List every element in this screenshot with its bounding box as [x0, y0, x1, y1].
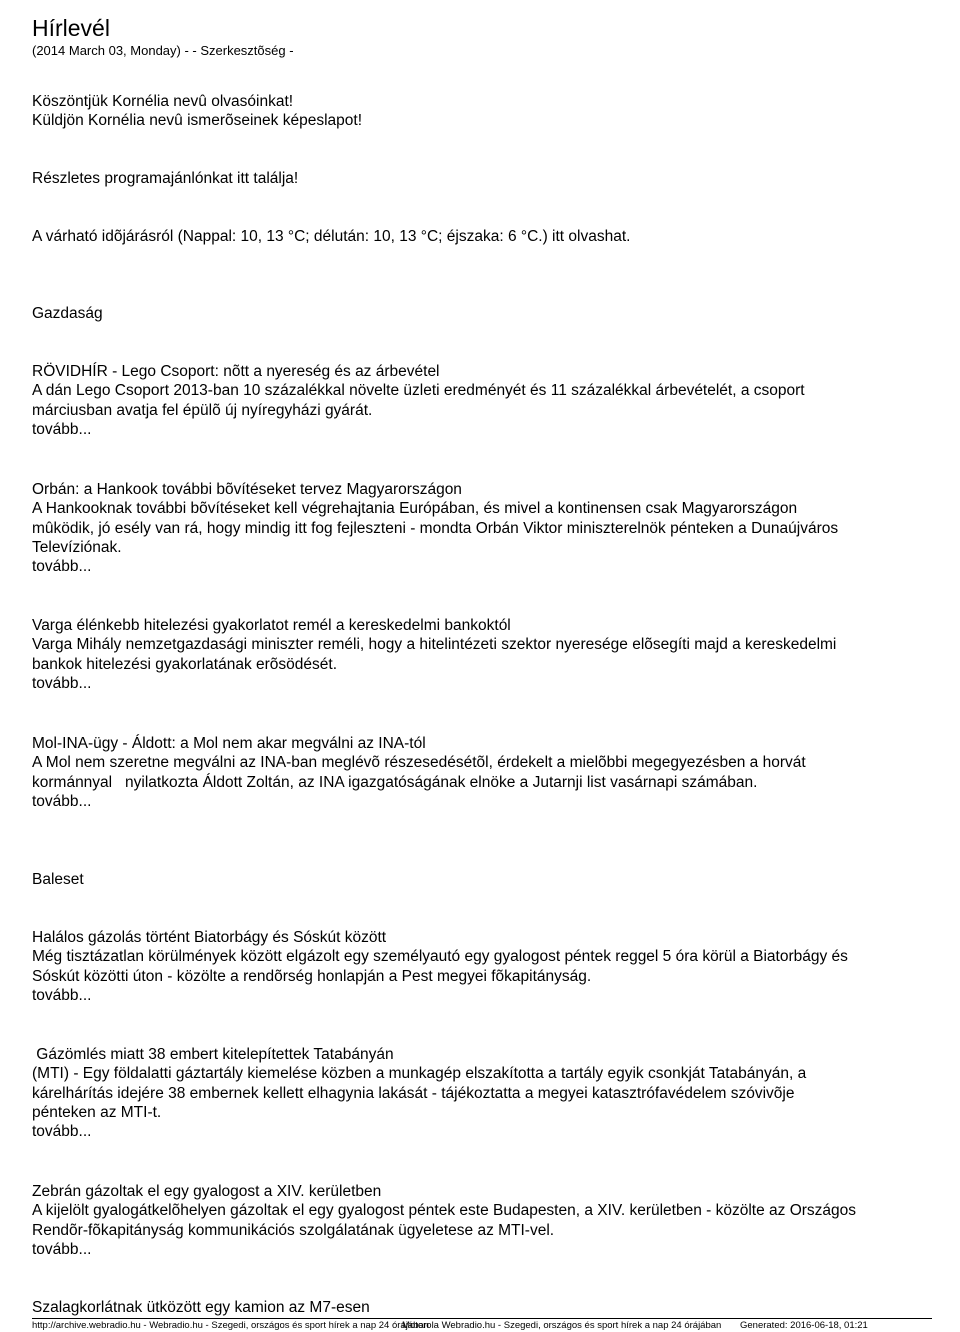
article-text: Sóskút közötti úton - közölte a rendõrség honlapján a Pest megyei fõkapitányság. — [32, 967, 592, 985]
intro-postcard-link[interactable]: Küldjön Kornélia nevû ismerõseinek képeslapot! — [32, 112, 363, 129]
intro-program-link[interactable]: Részletes programajánlónkat itt találja! — [32, 170, 299, 187]
more-link[interactable]: tovább... — [32, 1240, 92, 1258]
footer-page-info: Motorola Webradio.hu - Szegedi, országos és sport hírek a nap 24 órájában — [402, 1320, 722, 1331]
article-text: Varga Mihály nemzetgazdasági miniszter reméli, hogy a hitelintézeti szektor nyeresége elõsegíti majd a kereskedelmi — [32, 636, 837, 654]
article-title[interactable]: Halálos gázolás történt Biatorbágy és Sóskút között — [32, 929, 387, 946]
section-heading-gazdasag: Gazdaság — [32, 305, 103, 322]
article-text: Még tisztázatlan körülmények között elgázolt egy személyautó egy gyalogost péntek reggel 5 óra körül a Biatorbágy és — [32, 948, 848, 966]
footer-source: http://archive.webradio.hu - Webradio.hu - Szegedi, országos és sport hírek a nap 24 órájában — [32, 1320, 429, 1331]
more-link[interactable]: tovább... — [32, 674, 92, 692]
article-text: bankok hitelezési gyakorlatának erõsödését. — [32, 655, 338, 673]
article-text: kormánnyal nyilatkozta Áldott Zoltán, az INA igazgatóságának elnöke a Jutarnji list vasárnapi számában. — [32, 773, 758, 791]
article-m7 — [32, 1298, 912, 1317]
article-text: A Mol nem szeretne megválni az INA-ban meglévõ részesedésétõl, érdekelt a mielõbbi megegyezésben a horvát — [32, 754, 806, 772]
article-title[interactable]: Orbán: a Hankook további bõvítéseket tervez Magyarországon — [32, 481, 462, 498]
article-text: Rendõr-fõkapitányság kommunikációs szolgálatának ügyeletese az MTI-vel. — [32, 1221, 555, 1239]
more-link[interactable]: tovább... — [32, 986, 92, 1004]
more-link[interactable]: tovább... — [32, 420, 92, 438]
article-zebra — [32, 1182, 912, 1259]
page-subtitle: (2014 March 03, Monday) - - Szerkesztõség - — [32, 43, 294, 58]
article-text: A Hankooknak további bõvítéseket kell végrehajtania Európában, és mivel a kontinensen csak Magyarországon — [32, 500, 798, 518]
article-text: A dán Lego Csoport 2013-ban 10 százalékkal növelte üzleti eredményét és 11 százalékkal árbevételét, a csoport — [32, 382, 805, 400]
article-title[interactable]: Zebrán gázoltak el egy gyalogost a XIV. kerületben — [32, 1183, 382, 1200]
article-title[interactable]: Szalagkorlátnak ütközött egy kamion az M7-esen — [32, 1299, 370, 1316]
article-hankook — [32, 480, 912, 576]
article-text: (MTI) - Egy földalatti gáztartály kiemelése közben a munkagép elszakította a tartály egyik csonkját Tatabányán, a — [32, 1065, 807, 1083]
article-title[interactable]: Varga élénkebb hitelezési gyakorlatot remél a kereskedelmi bankoktól — [32, 617, 511, 634]
article-text: márciusban avatja fel épülõ új nyíregyházi gyárát. — [32, 401, 373, 419]
more-link[interactable]: tovább... — [32, 1123, 92, 1141]
section-heading-baleset: Baleset — [32, 871, 84, 888]
article-text: mûködik, jó esély van rá, hogy mindig itt fog fejleszteni - mondta Orbán Viktor miniszterelnök pénteken a Dunaújváros — [32, 519, 839, 537]
intro-weather-link[interactable]: A várható idõjárásról (Nappal: 10, 13 °C; délután: 10, 13 °C; éjszaka: 6 °C.) itt olvashat. — [32, 228, 631, 245]
article-title[interactable]: Gázömlés miatt 38 embert kitelepítettek Tatabányán — [32, 1046, 394, 1063]
page-title: Hírlevél — [32, 15, 110, 41]
more-link[interactable]: tovább... — [32, 792, 92, 810]
article-text: kárelhárítás idejére 38 embernek kellett elhagynia lakását - tájékoztatta a megyei katasztrófavédelem szóvivõje — [32, 1084, 795, 1102]
article-text: pénteken az MTI-t. — [32, 1103, 162, 1121]
article-text: Televíziónak. — [32, 538, 122, 556]
article-lego — [32, 362, 912, 439]
page-footer — [32, 1318, 932, 1331]
footer-generated: Generated: 2016-06-18, 01:21 — [740, 1320, 868, 1331]
article-tatabanya — [32, 1045, 912, 1141]
article-title[interactable]: RÖVIDHÍR - Lego Csoport: nõtt a nyereség és az árbevétel — [32, 363, 440, 380]
more-link[interactable]: tovább... — [32, 558, 92, 576]
article-biatorbagy — [32, 928, 912, 1005]
article-text: A kijelölt gyalogátkelõhelyen gázoltak el egy gyalogost péntek este Budapesten, a XIV. kerületben - közölte az Országos — [32, 1202, 857, 1220]
article-title[interactable]: Mol-INA-ügy - Áldott: a Mol nem akar megválni az INA-tól — [32, 735, 426, 752]
article-mol-ina — [32, 734, 912, 811]
intro-greeting: Köszöntjük Kornélia nevû olvasóinkat! — [32, 93, 294, 110]
article-varga — [32, 616, 912, 693]
